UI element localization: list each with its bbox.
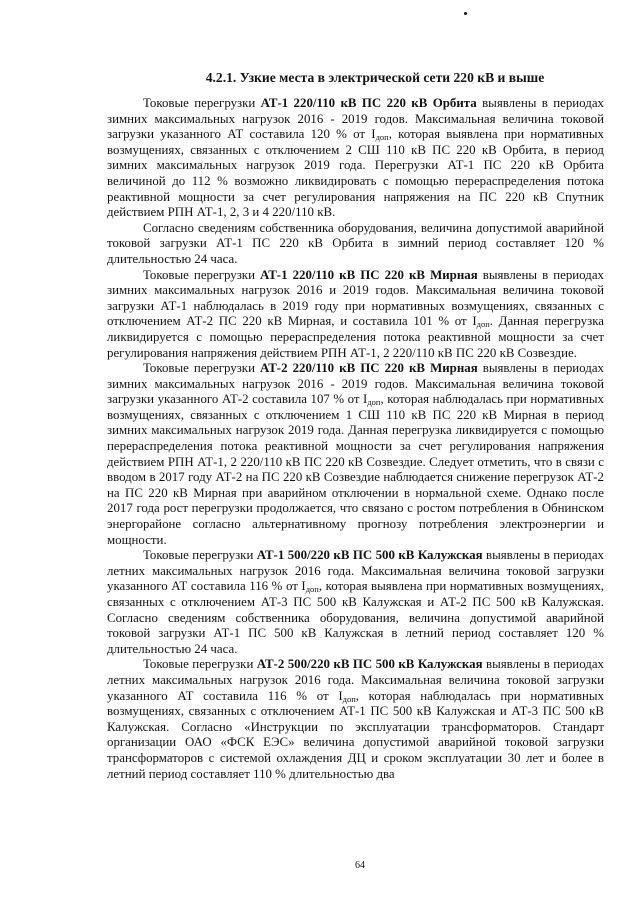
text-run: выявлены в периодах летних максимальных нагрузок 2016 года. Максимальная величина токовой загрузки указанного АТ составила 116 % от I — [107, 548, 604, 594]
bold-term: АТ-2 220/110 кВ ПС 220 кВ Мирная — [260, 361, 478, 376]
text-run: , которая выявлена при нормативных возмущениях, связанных с отключением 2 СШ 110 кВ ПС 220 кВ Орбита, в период зимних максимальных нагрузок 2019 года. Перегрузки АТ-1 ПС 220 кВ Орбита величиной до 112 % возможно ликвидировать с помощью перераспределения потока реактивной мощности за счет регулирования напряжения на ПС 220 кВ Спутник действием РПН АТ-1, 2, 3 и 4 220/110 кВ. — [107, 127, 604, 220]
text-run: . Данная перегрузка ликвидируется с помощью перераспределения потока реактивной мощности за счет регулирования напряжения действием РПН АТ-1, 2 220/110 кВ ПС 220 кВ Созвездие. — [107, 314, 604, 360]
subscript: доп — [342, 693, 356, 704]
section-heading: 4.2.1. Узкие места в электрической сети 220 кВ и выше — [205, 70, 545, 85]
text-run: выявлены в периодах зимних максимальных нагрузок 2016 - 2019 годов. Максимальная величина токовой загрузки указанного АТ-2 составила 107 % от I — [107, 361, 604, 407]
bold-term: АТ-1 220/110 кВ ПС 220 кВ Орбита — [260, 96, 477, 110]
bold-term: АТ-1 220/110 кВ ПС 220 кВ Мирная — [260, 267, 478, 282]
text-run: , которая наблюдалась при нормативных возмущениях, связанных с отключением АТ-1 ПС 500 кВ Калужская и АТ-3 ПС 500 кВ Калужская. Согласно «Инструкции по эксплуатации трансформаторов. Стандарт организации ОАО «ФСК ЕЭС» величина допустимой аварийной токовой загрузки трансформаторов с системой охлаждения ДЦ и сроком эксплуатации 30 лет и более в летний период составляет 110 % длительностью два — [107, 688, 604, 781]
bold-term: АТ-2 500/220 кВ ПС 500 кВ Калужская — [256, 657, 483, 672]
document-body — [107, 96, 604, 782]
text-run: выявлены в периодах зимних максимальных нагрузок 2016 - 2019 годов. Максимальная величина токовой загрузки указанного АТ составила 120 % от I — [107, 96, 604, 142]
subscript: доп — [375, 132, 389, 143]
text-run: выявлены в периодах зимних максимальных нагрузок 2016 и 2019 годов. Максимальная величина токовой загрузки АТ-1 наблюдалась в 2019 году при нормативных возмущениях, связанных с отключением АТ-2 ПС 220 кВ Мирная, и составила 101 % от I — [107, 267, 604, 329]
text-run: , которая наблюдалась при нормативных возмущениях, связанных с отключением 1 СШ 110 кВ ПС 220 кВ Мирная в период зимних максимальных нагрузок 2019 года. Данная перегрузка ликвидируется с помощью перераспределения потока реактивной мощности за счет регулирования напряжения действием РПН АТ-1, 2 220/110 кВ ПС 220 кВ Созвездие. Следует отметить, что в связи с вводом в 2017 году АТ-2 на ПС 220 кВ Созвездие наблюдается снижение перегрузок АТ-2 на ПС 220 кВ Мирная при аварийном отключении в нормальной схеме. Однако после 2017 года рост перегрузки продолжается, что связано с ростом потребления в Обнинском энергорайоне согласно альтернативному прогнозу потребления электроэнергии и мощности. — [107, 392, 604, 547]
subscript: доп — [305, 584, 319, 595]
paragraph — [107, 221, 604, 268]
text-run: Токовые перегрузки — [143, 96, 261, 110]
text-run: Токовые перегрузки — [143, 548, 257, 563]
text-run: Токовые перегрузки — [143, 657, 257, 672]
text-run: Токовые перегрузки — [143, 361, 261, 376]
paragraph — [107, 361, 604, 548]
bold-term: АТ-1 500/220 кВ ПС 500 кВ Калужская — [256, 548, 483, 563]
paragraph — [107, 657, 604, 782]
subscript: доп — [476, 319, 490, 330]
text-run: , которая выявлена при нормативных возмущениях, связанных с отключением АТ-3 ПС 500 кВ Калужская и АТ-2 ПС 500 кВ Калужская. Согласно сведениям собственника оборудования, величина допустимой аварийной токовой загрузки АТ-1 ПС 500 кВ Калужская в летний период составляет 120 % длительностью 24 часа. — [107, 579, 604, 656]
paragraph — [107, 268, 604, 362]
scan-dot — [464, 12, 467, 15]
text-run: Токовые перегрузки — [143, 267, 261, 282]
text-run: Согласно сведениям собственника оборудования, величина допустимой аварийной токовой загрузки АТ-1 ПС 220 кВ Орбита в зимний период составляет 120 % длительностью 24 часа. — [107, 220, 604, 266]
text-run: выявлены в периодах летних максимальных нагрузок 2016 года. Максимальная величина токовой загрузки указанного АТ составила 116 % от I — [107, 657, 604, 703]
paragraph — [107, 96, 604, 221]
paragraph — [107, 548, 604, 657]
page-number: 64 — [355, 860, 365, 871]
subscript: доп — [367, 397, 381, 408]
